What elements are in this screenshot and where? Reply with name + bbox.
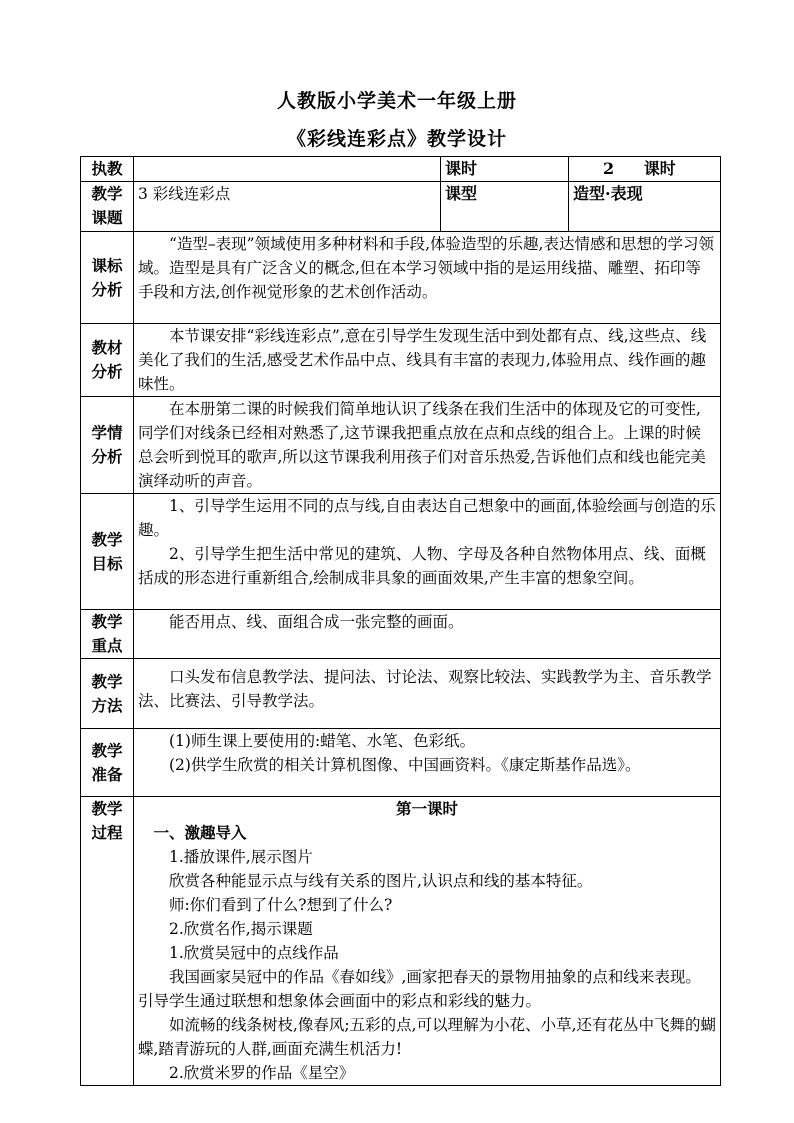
process-line: 我国画家吴冠中的作品《春如线》,画家把春天的景物用抽象的点和线来表现。引导学生通过联想和想象体会画面中的彩点和彩线的魅力。: [138, 968, 701, 1010]
process-line: 1.播放课件,展示图片: [169, 848, 313, 866]
process-section-1: 一、激趣导入: [153, 823, 247, 842]
label-method: [81, 659, 134, 729]
label-process-line2: 过程: [91, 823, 123, 842]
executor-value: [134, 157, 441, 182]
row-process: [81, 797, 721, 1086]
row-goal: [81, 494, 721, 610]
standard-text: “造型–表现”领域使用多种材料和手段,体验造型的乐趣,表达情感和思想的学习领域。造型是具有广泛含义的概念,但在本学习领域中指的是运用线描、雕塑、拓印等手段和方法,创作视觉形象的艺术创作活动。: [138, 235, 714, 301]
row-method: [81, 659, 721, 729]
label-process: [81, 797, 134, 1086]
prepare-text-cell: [134, 729, 721, 797]
class-hours-cell: [569, 157, 721, 182]
lesson-heading: 第一课时: [395, 799, 458, 818]
material-text: 本节课安排“彩线连彩点”,意在引导学生发现生活中到处都有点、线,这些点、线美化了我们的生活,感受艺术作品中点、线具有丰富的表现力,体验用点、线作画的趣味性。: [138, 327, 707, 393]
label-goal: [81, 494, 134, 610]
class-hours-unit: 课时: [643, 159, 676, 178]
label-student-line1: 学情: [91, 423, 123, 442]
label-goal-line1: 教学: [91, 529, 123, 549]
document-subtitle: 《彩线连彩点》教学设计: [286, 128, 507, 150]
label-standard-line2: 分析: [91, 279, 123, 299]
process-line: 2.欣赏米罗的作品《星空》: [169, 1064, 355, 1082]
label-goal-line2: 目标: [91, 553, 123, 573]
label-standard: [81, 232, 134, 324]
label-prepare-line2: 准备: [91, 764, 123, 784]
label-topic: [81, 182, 134, 232]
row-student: [81, 397, 721, 494]
label-focus: [81, 610, 134, 659]
lesson-type-value: 造型·表现: [569, 182, 721, 232]
row-prepare: [81, 729, 721, 797]
standard-text-cell: [134, 232, 721, 324]
process-line: 1.欣赏吴冠中的点线作品: [169, 944, 339, 962]
focus-text: 能否用点、线、面组合成一张完整的画面。: [169, 613, 464, 631]
label-standard-line1: 课标: [91, 255, 123, 275]
label-student: [81, 397, 134, 494]
student-text-cell: [134, 397, 721, 494]
row-standard: [81, 232, 721, 324]
row-focus: [81, 610, 721, 659]
prepare-item-1: (1)师生课上要使用的:蜡笔、水笔、色彩纸。: [169, 732, 476, 750]
method-text-cell: [134, 659, 721, 729]
lesson-plan-table: [80, 156, 721, 1086]
label-material-line1: 教材: [91, 338, 123, 357]
label-method-line2: 方法: [91, 695, 123, 715]
label-method-line1: 教学: [91, 671, 123, 691]
label-material-line2: 分析: [91, 362, 123, 381]
row-executor: [81, 157, 721, 182]
label-student-line2: 分析: [91, 447, 123, 466]
label-lesson-type: 课型: [441, 182, 569, 232]
focus-text-cell: [134, 610, 721, 659]
goal-text-cell: [134, 494, 721, 610]
row-topic: [81, 182, 721, 232]
label-process-line1: 教学: [91, 799, 123, 818]
label-prepare: [81, 729, 134, 797]
label-focus-line2: 重点: [91, 636, 123, 655]
label-class-hours: 课时: [441, 157, 569, 182]
student-text: 在本册第二课的时候我们简单地认识了线条在我们生活中的体现及它的可变性,同学们对线条已经相对熟悉了,这节课我把重点放在点和点线的组合上。上课的时候总会听到悦耳的歌声,所以这节课我利用孩子们对音乐热爱,告诉他们点和线也能完美演绎动听的声音。: [138, 400, 706, 490]
process-line: 师:你们看到了什么?想到了什么?: [169, 896, 393, 914]
process-line: 如流畅的线条树枝,像春风;五彩的点,可以理解为小花、小草,还有花丛中飞舞的蝴蝶,踏青游玩的人群,画面充满生机活力!: [138, 1016, 717, 1058]
method-text: 口头发布信息教学法、提问法、讨论法、观察比较法、实践教学为主、音乐教学法、比赛法、引导教学法。: [138, 668, 712, 710]
goal-item-2: 2、引导学生把生活中常见的建筑、人物、字母及各种自然物体用点、线、面概括成的形态进行重新组合,绘制成非具象的画面效果,产生丰富的想象空间。: [138, 545, 706, 587]
material-text-cell: [134, 324, 721, 397]
process-line: 欣赏各种能显示点与线有关系的图片,认识点和线的基本特征。: [169, 872, 593, 890]
goal-item-1: 1、引导学生运用不同的点与线,自由表达自己想象中的画面,体验绘画与创造的乐趣。: [138, 497, 716, 539]
row-material: [81, 324, 721, 397]
process-line: 2.欣赏名作,揭示课题: [169, 920, 313, 938]
label-topic-line2: 课题: [91, 208, 123, 227]
label-focus-line1: 教学: [91, 612, 123, 631]
label-topic-line1: 教学: [91, 184, 123, 203]
class-hours-value: 2: [603, 159, 615, 178]
label-executor: 执教: [81, 157, 134, 182]
label-material: [81, 324, 134, 397]
label-prepare-line1: 教学: [91, 740, 123, 760]
topic-value: 3 彩线连彩点: [134, 182, 441, 232]
prepare-item-2: (2)供学生欣赏的相关计算机图像、中国画资料。《康定斯基作品选》。: [169, 756, 641, 774]
document-title: 人教版小学美术一年级上册: [276, 90, 517, 112]
process-text-cell: [134, 797, 721, 1086]
